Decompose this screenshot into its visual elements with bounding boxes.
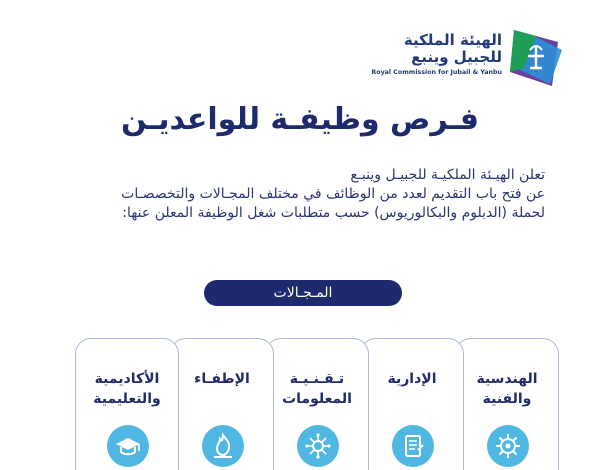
- field-label-line1: الهندسية: [476, 371, 538, 387]
- logo-emblem-icon: [506, 28, 566, 88]
- field-icon-circle: [297, 425, 339, 467]
- gear-icon: [493, 431, 523, 461]
- field-card-label: [171, 369, 273, 389]
- page-title: فـرص وظيفـة للواعديـن: [121, 102, 479, 137]
- field-icon-circle: [107, 425, 149, 467]
- field-icon-circle: [392, 425, 434, 467]
- circuit-gear-icon: [303, 431, 333, 461]
- field-card-academic[interactable]: [75, 338, 179, 470]
- org-name-line1: الهيئة الملكية: [403, 31, 502, 49]
- field-label-line2: والفنية: [482, 391, 532, 407]
- field-label-line2: المعلومات: [282, 391, 352, 407]
- field-card-firefighting[interactable]: [170, 338, 274, 470]
- field-card-engineering[interactable]: [455, 338, 559, 470]
- intro-text: [45, 166, 545, 223]
- field-label-line1: الإدارية: [387, 371, 437, 387]
- field-card-administrative[interactable]: [360, 338, 464, 470]
- field-card-label: [361, 369, 463, 389]
- field-icon-circle: [487, 425, 529, 467]
- fields-heading: المـجـالات: [204, 280, 402, 306]
- field-label-line2: والتعليمية: [93, 391, 161, 407]
- intro-line: لحملة (الدبلوم والبكالوريوس) حسب متطلبات شغل الوظيفة المعلن عنها:: [122, 205, 545, 221]
- field-label-line1: الإطفـاء: [194, 371, 250, 387]
- org-name-english: Royal Commission for Jubail & Yanbu: [371, 69, 502, 76]
- field-card-label: [76, 369, 178, 409]
- field-label-line1: الأكاديمية: [94, 371, 160, 387]
- org-logo: [371, 28, 566, 88]
- field-label-line1: تـقـنـيـة: [289, 371, 345, 387]
- intro-line: عن فتح باب التقديم لعدد من الوظائف في مختلف المجـالات والتخصصـات: [121, 186, 545, 202]
- field-card-label: [456, 369, 558, 409]
- intro-line: تعلن الهيـئة الملكيـة للجبيـل وينبـع: [350, 167, 545, 183]
- field-card-label: [266, 369, 368, 409]
- fields-cards: [0, 338, 600, 470]
- fire-icon: [208, 431, 238, 461]
- field-icon-circle: [202, 425, 244, 467]
- document-icon: [398, 431, 428, 461]
- field-card-it[interactable]: [265, 338, 369, 470]
- graduation-cap-icon: [113, 431, 143, 461]
- logo-text: [371, 32, 502, 76]
- org-name-line2: للجبيل وينبع: [411, 48, 502, 66]
